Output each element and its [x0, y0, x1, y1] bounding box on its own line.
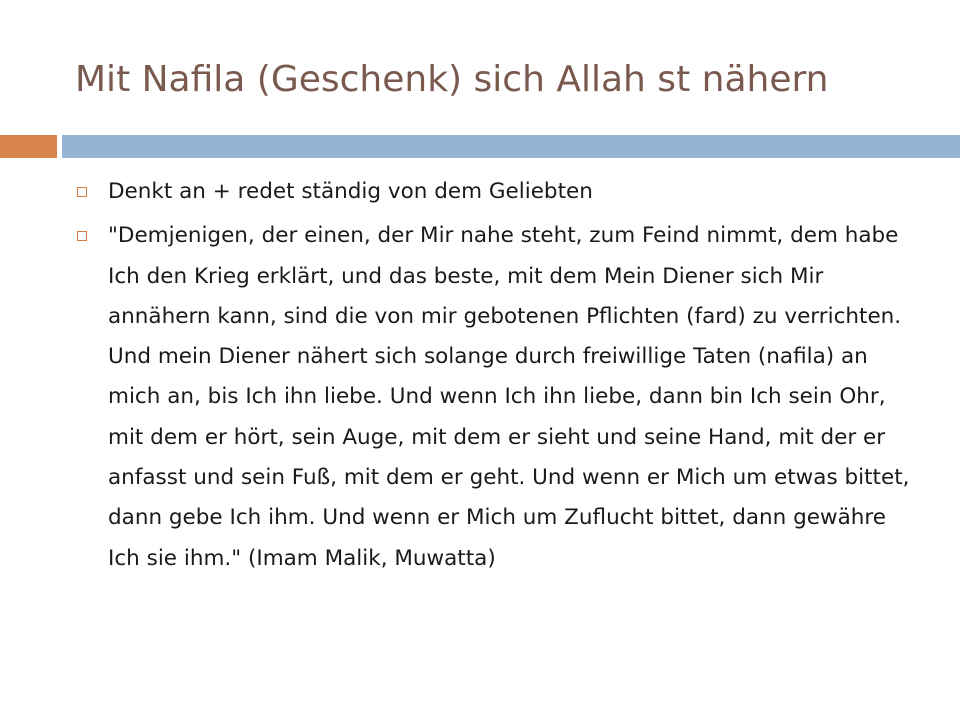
title-accent-bar-blue [62, 135, 960, 158]
bullet-text: "Demjenigen, der einen, der Mir nahe steht, zum Feind nimmt, dem habe Ich den Krieg erklärt, und das beste, mit dem Mein Diener sich Mir annähern kann, sind die von mir gebotenen Pflichten (fard) zu verrichten. Und mein Diener nähert sich solange durch freiwillige Taten (nafila) an mich an, bis Ich ihn liebe. Und wenn Ich ihn liebe, dann bin Ich sein Ohr, mit dem er hört, sein Auge, mit dem er sieht und seine Hand, mit der er anfasst und sein Fuß, mit dem er geht. Und wenn er Mich um etwas bittet, dann gebe Ich ihm. Und wenn er Mich um Zuflucht bittet, dann gewähre Ich sie ihm." (Imam Malik, Muwatta) [108, 223, 910, 571]
bullet-text: Denkt an + redet ständig von dem Geliebten [108, 179, 593, 204]
bullet-list [0, 172, 960, 583]
slide-title: Mit Nafila (Geschenk) sich Allah st nähern [75, 59, 829, 100]
title-accent-bar-orange [0, 135, 57, 158]
bullet-item [0, 172, 960, 212]
bullet-item [0, 216, 960, 579]
hollow-square-bullet-icon [77, 231, 87, 241]
hollow-square-bullet-icon [77, 187, 87, 197]
